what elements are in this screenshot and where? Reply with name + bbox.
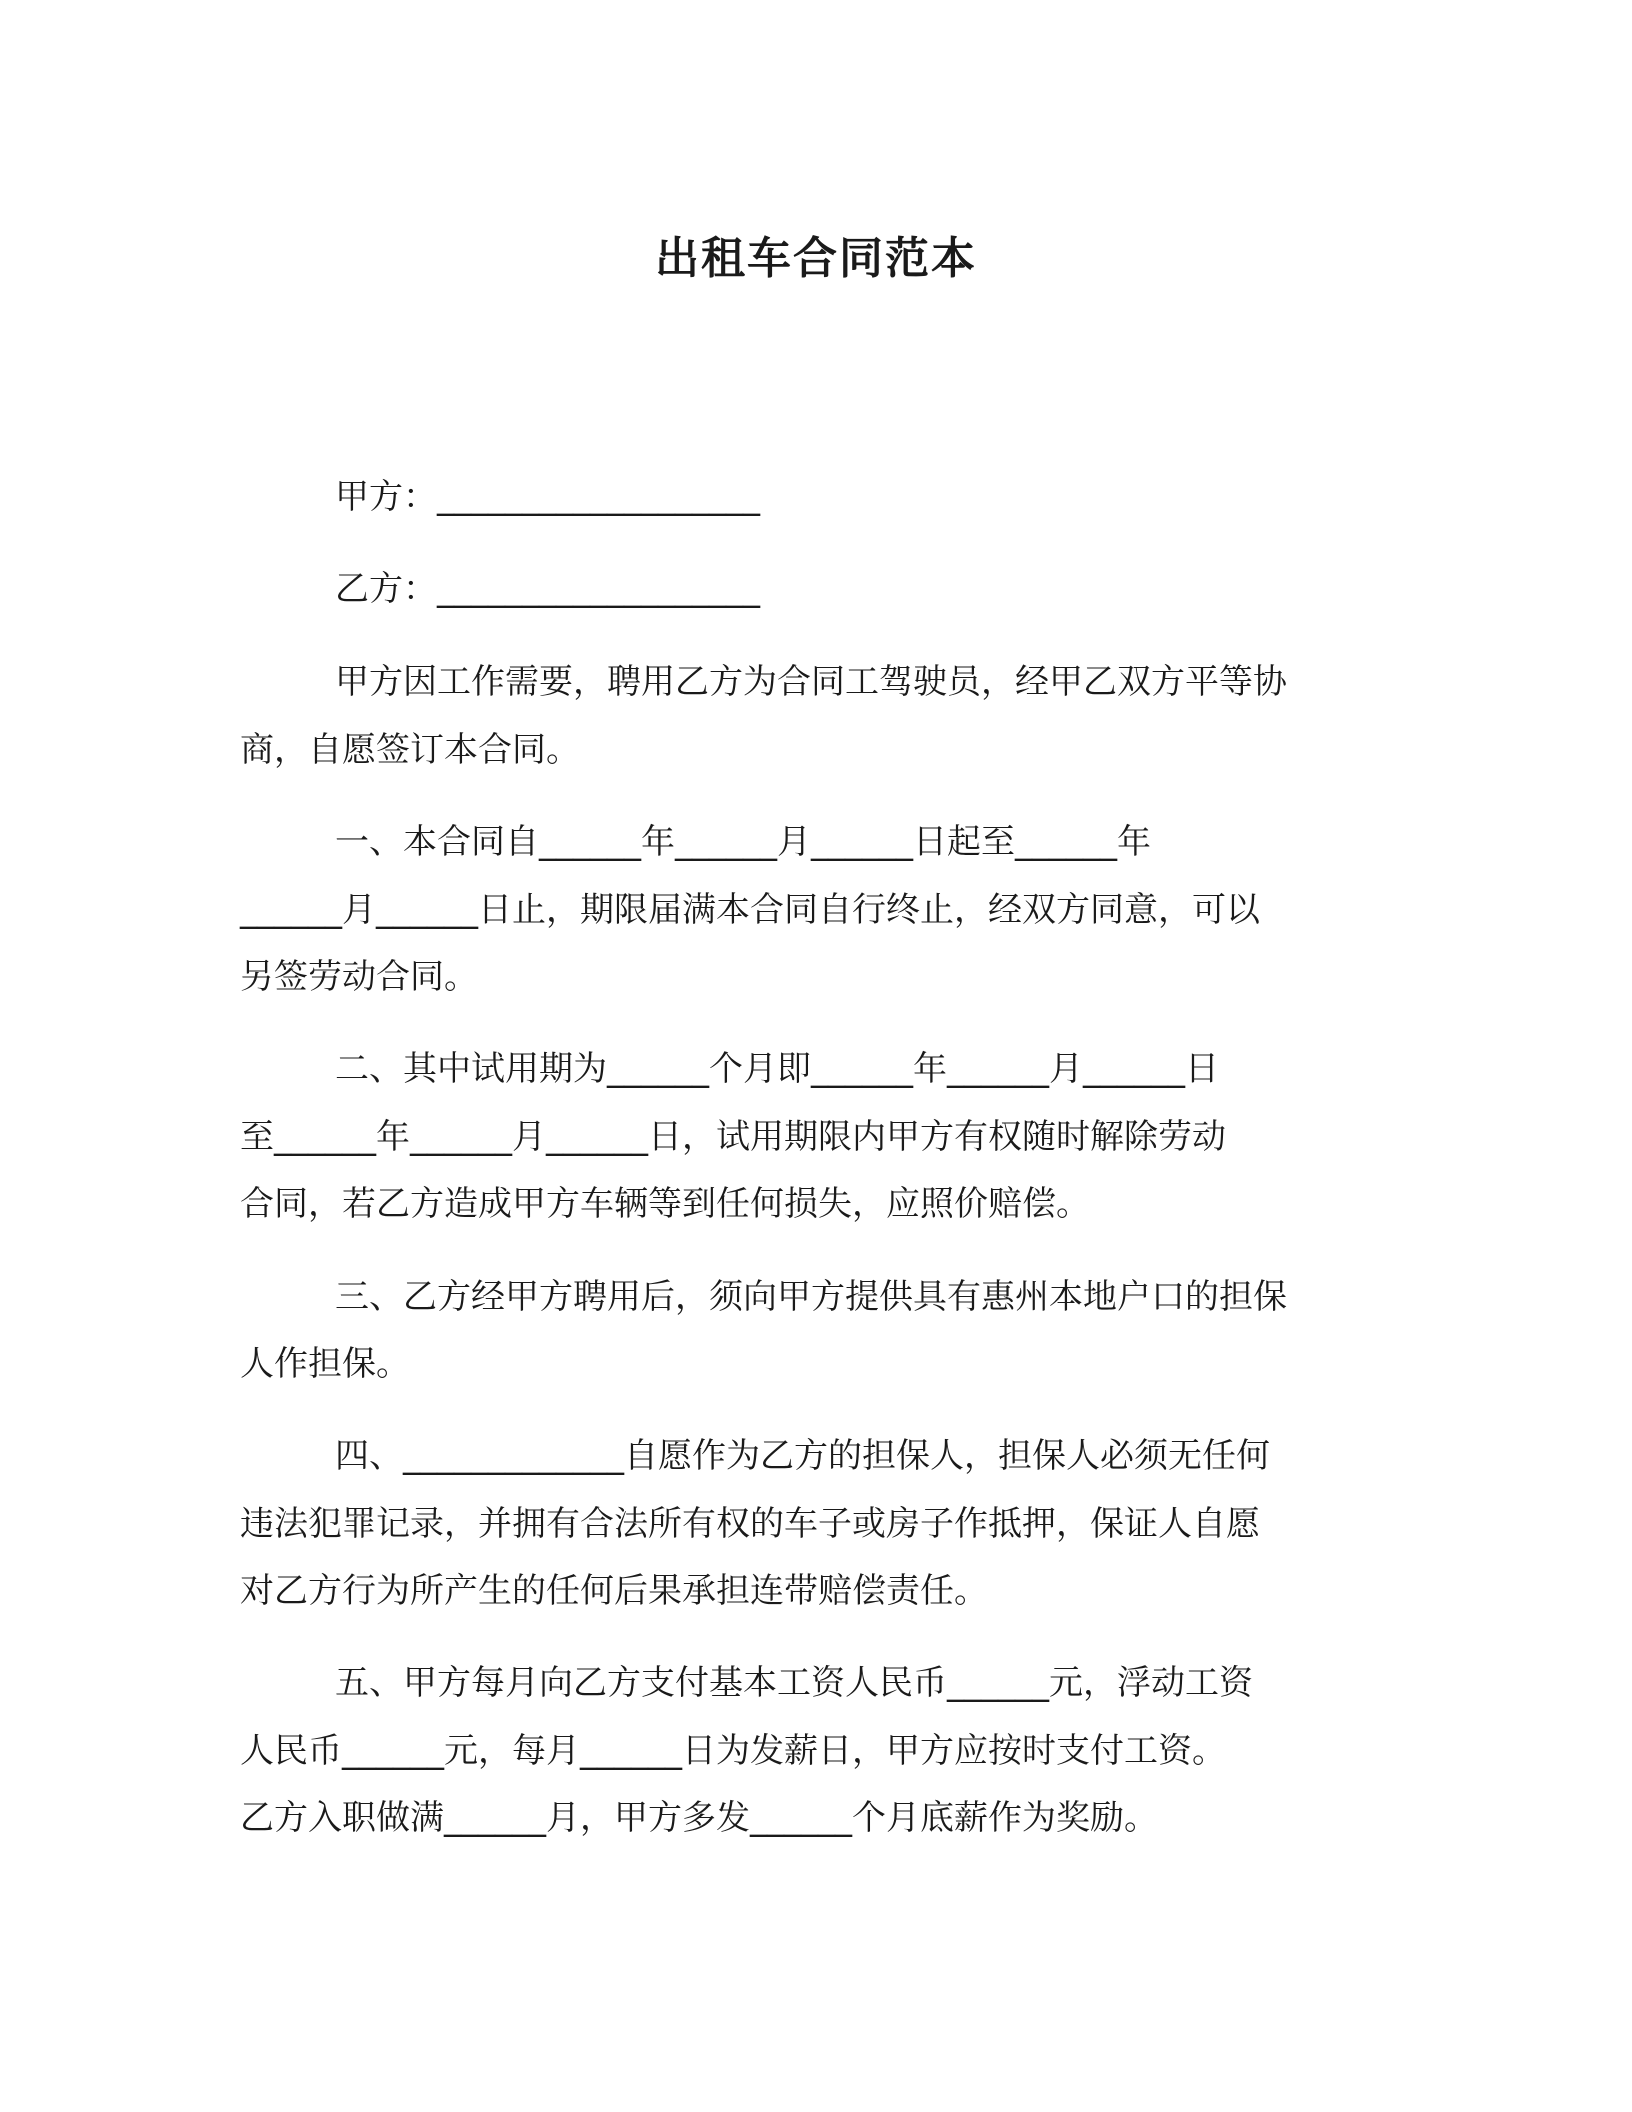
party-a-line: 甲方：___________________ (335, 477, 760, 517)
clause1-line-3: 另签劳动合同。 (240, 957, 478, 997)
clause1-line-2: ______月______日止，期限届满本合同自行终止，经双方同意，可以 (240, 890, 1260, 930)
clause5-line-1: 五、甲方每月向乙方支付基本工资人民币______元，浮动工资 (335, 1663, 1253, 1703)
clause3-line-2: 人作担保。 (240, 1344, 410, 1384)
clause5-line-3: 乙方入职做满______月，甲方多发______个月底薪作为奖励。 (240, 1798, 1158, 1838)
clause5-line-2: 人民币______元，每月______日为发薪日，甲方应按时支付工资。 (240, 1731, 1226, 1771)
clause3-line-1: 三、乙方经甲方聘用后，须向甲方提供具有惠州本地户口的担保 (335, 1277, 1287, 1317)
intro-line-1: 甲方因工作需要，聘用乙方为合同工驾驶员，经甲乙双方平等协 (335, 662, 1287, 702)
intro-line-2: 商，自愿签订本合同。 (240, 730, 580, 770)
clause2-line-1: 二、其中试用期为______个月即______年______月______日 (335, 1049, 1219, 1089)
clause1-line-1: 一、本合同自______年______月______日起至______年 (335, 822, 1151, 862)
party-b-line: 乙方：___________________ (335, 569, 760, 609)
clause4-line-1: 四、_____________自愿作为乙方的担保人，担保人必须无任何 (335, 1436, 1270, 1476)
clause2-line-2: 至______年______月______日，试用期限内甲方有权随时解除劳动 (240, 1117, 1226, 1157)
clause2-line-3: 合同，若乙方造成甲方车辆等到任何损失，应照价赔偿。 (240, 1184, 1090, 1224)
document-title: 出租车合同范本 (655, 233, 977, 284)
clause4-line-2: 违法犯罪记录，并拥有合法所有权的车子或房子作抵押，保证人自愿 (240, 1504, 1260, 1544)
clause4-line-3: 对乙方行为所产生的任何后果承担连带赔偿责任。 (240, 1571, 988, 1611)
